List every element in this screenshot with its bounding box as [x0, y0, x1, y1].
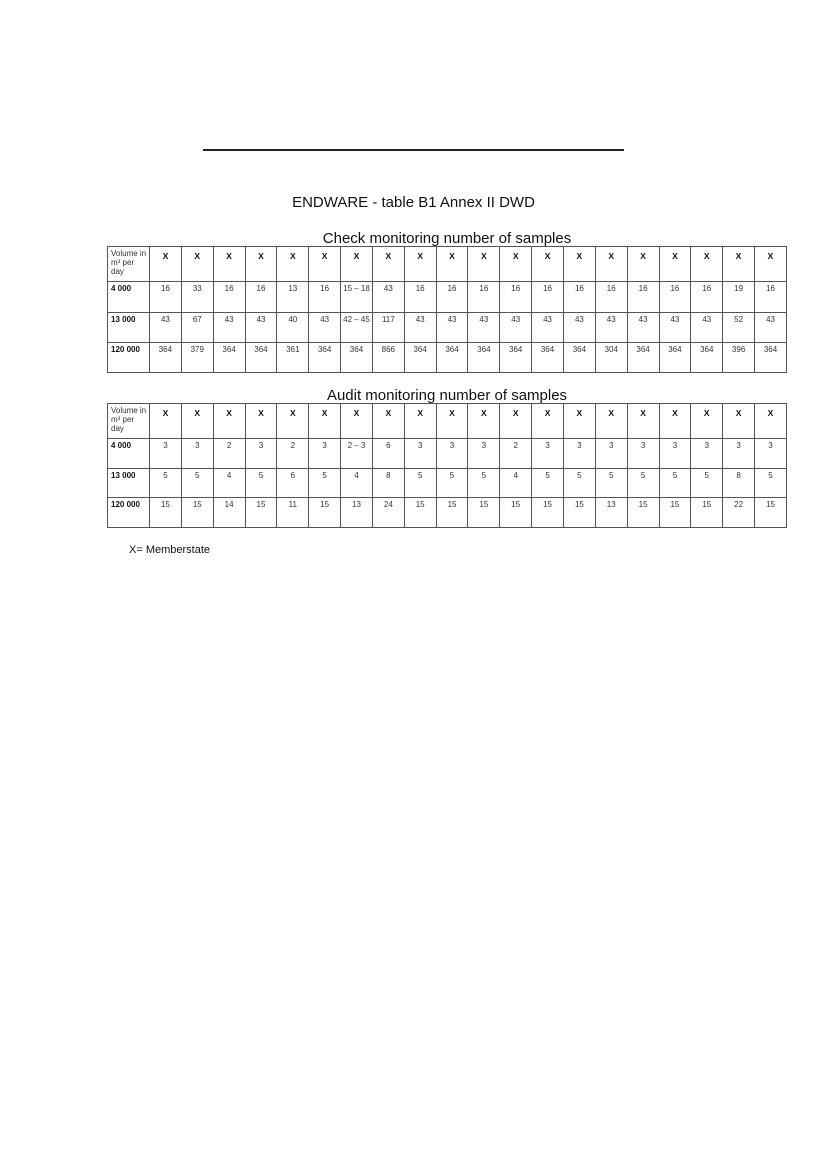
memberstate-column-header: X [309, 247, 341, 282]
sample-count-cell: 43 [563, 313, 595, 343]
sample-count-cell: 8 [372, 469, 404, 498]
sample-count-cell: 43 [245, 313, 277, 343]
sample-count-cell: 43 [500, 313, 532, 343]
sample-count-cell: 67 [181, 313, 213, 343]
sample-count-cell: 52 [723, 313, 755, 343]
memberstate-column-header: X [468, 247, 500, 282]
memberstate-column-header: X [309, 404, 341, 439]
table-row [108, 313, 787, 343]
sample-count-cell: 15 [500, 498, 532, 528]
memberstate-footnote: X= Memberstate [129, 544, 211, 556]
sample-count-cell: 2 – 3 [341, 439, 373, 469]
memberstate-column-header: X [277, 247, 309, 282]
sample-count-cell: 15 [436, 498, 468, 528]
memberstate-column-header: X [245, 247, 277, 282]
memberstate-column-header: X [436, 404, 468, 439]
volume-label-cell: 4 000 [108, 439, 150, 469]
memberstate-column-header: X [691, 404, 723, 439]
sample-count-cell: 3 [468, 439, 500, 469]
memberstate-column-header: X [500, 247, 532, 282]
sample-count-cell: 5 [309, 469, 341, 498]
sample-count-cell: 5 [468, 469, 500, 498]
table-row [108, 439, 787, 469]
memberstate-column-header: X [468, 404, 500, 439]
sample-count-cell: 15 [309, 498, 341, 528]
sample-count-cell: 364 [755, 343, 787, 373]
sample-count-cell: 15 [627, 498, 659, 528]
sample-count-cell: 3 [150, 439, 182, 469]
sample-count-cell: 16 [595, 282, 627, 313]
sample-count-cell: 2 [213, 439, 245, 469]
memberstate-column-header: X [245, 404, 277, 439]
memberstate-column-header: X [563, 247, 595, 282]
sample-count-cell: 15 [404, 498, 436, 528]
sample-count-cell: 3 [436, 439, 468, 469]
sample-count-cell: 42 – 45 [341, 313, 373, 343]
sample-count-cell: 16 [468, 282, 500, 313]
volume-label-cell: 13 000 [108, 313, 150, 343]
sample-count-cell: 364 [309, 343, 341, 373]
memberstate-column-header: X [723, 404, 755, 439]
sample-count-cell: 5 [404, 469, 436, 498]
sample-count-cell: 15 [691, 498, 723, 528]
volume-label-cell: 4 000 [108, 282, 150, 313]
sample-count-cell: 43 [213, 313, 245, 343]
sample-count-cell: 15 – 18 [341, 282, 373, 313]
sample-count-cell: 6 [372, 439, 404, 469]
memberstate-column-header: X [563, 404, 595, 439]
sample-count-cell: 16 [627, 282, 659, 313]
table-row [108, 343, 787, 373]
sample-count-cell: 364 [659, 343, 691, 373]
memberstate-column-header: X [181, 247, 213, 282]
audit-monitoring-table [107, 403, 787, 528]
sample-count-cell: 2 [500, 439, 532, 469]
memberstate-column-header: X [627, 404, 659, 439]
sample-count-cell: 43 [627, 313, 659, 343]
memberstate-column-header: X [277, 404, 309, 439]
sample-count-cell: 4 [213, 469, 245, 498]
sample-count-cell: 16 [691, 282, 723, 313]
sample-count-cell: 364 [500, 343, 532, 373]
sample-count-cell: 396 [723, 343, 755, 373]
sample-count-cell: 4 [500, 469, 532, 498]
sample-count-cell: 40 [277, 313, 309, 343]
sample-count-cell: 15 [659, 498, 691, 528]
sample-count-cell: 5 [755, 469, 787, 498]
sample-count-cell: 3 [691, 439, 723, 469]
memberstate-column-header: X [404, 247, 436, 282]
sample-count-cell: 364 [150, 343, 182, 373]
memberstate-column-header: X [372, 247, 404, 282]
sample-count-cell: 15 [563, 498, 595, 528]
sample-count-cell: 15 [245, 498, 277, 528]
sample-count-cell: 19 [723, 282, 755, 313]
sample-count-cell: 6 [277, 469, 309, 498]
sample-count-cell: 364 [563, 343, 595, 373]
memberstate-column-header: X [150, 247, 182, 282]
sample-count-cell: 5 [563, 469, 595, 498]
sample-count-cell: 43 [404, 313, 436, 343]
memberstate-column-header: X [755, 404, 787, 439]
sample-count-cell: 43 [436, 313, 468, 343]
sample-count-cell: 3 [181, 439, 213, 469]
sample-count-cell: 117 [372, 313, 404, 343]
sample-count-cell: 43 [150, 313, 182, 343]
memberstate-column-header: X [213, 247, 245, 282]
memberstate-column-header: X [659, 247, 691, 282]
sample-count-cell: 16 [213, 282, 245, 313]
sample-count-cell: 15 [532, 498, 564, 528]
memberstate-column-header: X [213, 404, 245, 439]
document-title: ENDWARE - table B1 Annex II DWD [292, 194, 535, 211]
sample-count-cell: 361 [277, 343, 309, 373]
sample-count-cell: 16 [150, 282, 182, 313]
sample-count-cell: 13 [341, 498, 373, 528]
memberstate-column-header: X [404, 404, 436, 439]
sample-count-cell: 364 [532, 343, 564, 373]
memberstate-column-header: X [341, 404, 373, 439]
memberstate-column-header: X [627, 247, 659, 282]
sample-count-cell: 43 [595, 313, 627, 343]
sample-count-cell: 16 [755, 282, 787, 313]
table-row [108, 469, 787, 498]
sample-count-cell: 43 [309, 313, 341, 343]
sample-count-cell: 3 [755, 439, 787, 469]
memberstate-column-header: X [500, 404, 532, 439]
memberstate-column-header: X [595, 404, 627, 439]
sample-count-cell: 5 [181, 469, 213, 498]
sample-count-cell: 3 [532, 439, 564, 469]
sample-count-cell: 5 [532, 469, 564, 498]
sample-count-cell: 11 [277, 498, 309, 528]
sample-count-cell: 8 [723, 469, 755, 498]
sample-count-cell: 33 [181, 282, 213, 313]
sample-count-cell: 3 [245, 439, 277, 469]
sample-count-cell: 16 [532, 282, 564, 313]
sample-count-cell: 43 [659, 313, 691, 343]
top-horizontal-rule [203, 149, 624, 151]
audit-table-title: Audit monitoring number of samples [326, 387, 568, 404]
sample-count-cell: 3 [659, 439, 691, 469]
sample-count-cell: 364 [245, 343, 277, 373]
sample-count-cell: 16 [309, 282, 341, 313]
sample-count-cell: 5 [659, 469, 691, 498]
sample-count-cell: 364 [341, 343, 373, 373]
sample-count-cell: 13 [277, 282, 309, 313]
sample-count-cell: 13 [595, 498, 627, 528]
memberstate-column-header: X [755, 247, 787, 282]
sample-count-cell: 3 [309, 439, 341, 469]
sample-count-cell: 15 [181, 498, 213, 528]
sample-count-cell: 16 [563, 282, 595, 313]
sample-count-cell: 5 [595, 469, 627, 498]
sample-count-cell: 16 [245, 282, 277, 313]
table-row [108, 498, 787, 528]
memberstate-column-header: X [532, 404, 564, 439]
memberstate-column-header: X [372, 404, 404, 439]
sample-count-cell: 43 [372, 282, 404, 313]
sample-count-cell: 15 [468, 498, 500, 528]
memberstate-column-header: X [691, 247, 723, 282]
sample-count-cell: 14 [213, 498, 245, 528]
sample-count-cell: 5 [627, 469, 659, 498]
sample-count-cell: 3 [404, 439, 436, 469]
sample-count-cell: 364 [468, 343, 500, 373]
memberstate-column-header: X [532, 247, 564, 282]
sample-count-cell: 3 [723, 439, 755, 469]
sample-count-cell: 24 [372, 498, 404, 528]
volume-label-cell: 120 000 [108, 343, 150, 373]
sample-count-cell: 43 [532, 313, 564, 343]
memberstate-column-header: X [595, 247, 627, 282]
sample-count-cell: 3 [595, 439, 627, 469]
memberstate-column-header: X [181, 404, 213, 439]
sample-count-cell: 15 [755, 498, 787, 528]
sample-count-cell: 5 [245, 469, 277, 498]
sample-count-cell: 3 [627, 439, 659, 469]
sample-count-cell: 43 [691, 313, 723, 343]
memberstate-column-header: X [723, 247, 755, 282]
sample-count-cell: 16 [436, 282, 468, 313]
sample-count-cell: 16 [404, 282, 436, 313]
sample-count-cell: 5 [691, 469, 723, 498]
sample-count-cell: 4 [341, 469, 373, 498]
memberstate-column-header: X [341, 247, 373, 282]
sample-count-cell: 5 [150, 469, 182, 498]
sample-count-cell: 866 [372, 343, 404, 373]
volume-header-cell: Volume in m³ per day [108, 247, 150, 282]
sample-count-cell: 304 [595, 343, 627, 373]
sample-count-cell: 43 [468, 313, 500, 343]
sample-count-cell: 364 [691, 343, 723, 373]
memberstate-column-header: X [150, 404, 182, 439]
sample-count-cell: 15 [150, 498, 182, 528]
sample-count-cell: 364 [436, 343, 468, 373]
sample-count-cell: 16 [659, 282, 691, 313]
sample-count-cell: 5 [436, 469, 468, 498]
memberstate-column-header: X [436, 247, 468, 282]
volume-label-cell: 120 000 [108, 498, 150, 528]
sample-count-cell: 22 [723, 498, 755, 528]
memberstate-column-header: X [659, 404, 691, 439]
volume-header-cell: Volume in m³ per day [108, 404, 150, 439]
sample-count-cell: 364 [213, 343, 245, 373]
sample-count-cell: 364 [627, 343, 659, 373]
sample-count-cell: 2 [277, 439, 309, 469]
sample-count-cell: 16 [500, 282, 532, 313]
sample-count-cell: 3 [563, 439, 595, 469]
check-table-title: Check monitoring number of samples [322, 230, 572, 247]
sample-count-cell: 379 [181, 343, 213, 373]
check-monitoring-table [107, 246, 787, 373]
volume-label-cell: 13 000 [108, 469, 150, 498]
table-row [108, 282, 787, 313]
sample-count-cell: 364 [404, 343, 436, 373]
sample-count-cell: 43 [755, 313, 787, 343]
